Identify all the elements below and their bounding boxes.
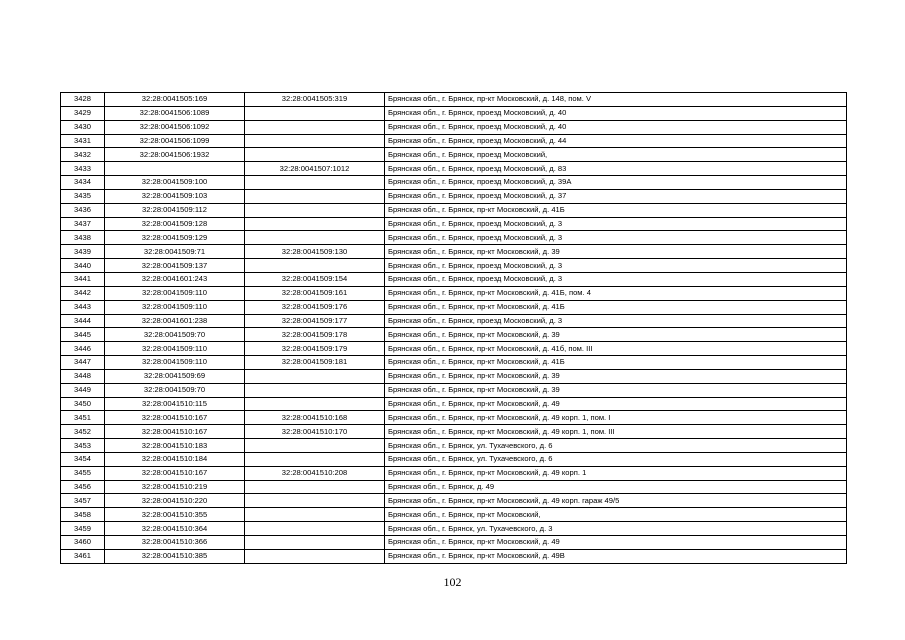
address-cell: Брянская обл., г. Брянск, проезд Московский, д. 3 [385, 231, 847, 245]
address-cell: Брянская обл., г. Брянск, пр-кт Московский, д. 39 [385, 383, 847, 397]
row-number-cell: 3452 [61, 425, 105, 439]
table-row [61, 134, 847, 148]
address-cell: Брянская обл., г. Брянск, пр-кт Московский, д. 49 корп. 1 [385, 466, 847, 480]
parent-cadastral-number-cell [245, 536, 385, 550]
cadastral-number-cell: 32:28:0041509:110 [105, 286, 245, 300]
row-number-cell: 3449 [61, 383, 105, 397]
address-cell: Брянская обл., г. Брянск, пр-кт Московский, д. 49 [385, 536, 847, 550]
cadastral-number-cell: 32:28:0041506:1099 [105, 134, 245, 148]
parent-cadastral-number-cell: 32:28:0041509:130 [245, 245, 385, 259]
row-number-cell: 3458 [61, 508, 105, 522]
parent-cadastral-number-cell [245, 106, 385, 120]
row-number-cell: 3448 [61, 369, 105, 383]
table-row [61, 272, 847, 286]
row-number-cell: 3443 [61, 300, 105, 314]
parent-cadastral-number-cell [245, 383, 385, 397]
row-number-cell: 3433 [61, 162, 105, 176]
address-cell: Брянская обл., г. Брянск, проезд Московский, д. 37 [385, 189, 847, 203]
table-row [61, 176, 847, 190]
table-row [61, 342, 847, 356]
cadastral-number-cell: 32:28:0041510:366 [105, 536, 245, 550]
cadastral-number-cell: 32:28:0041510:220 [105, 494, 245, 508]
parent-cadastral-number-cell [245, 397, 385, 411]
parent-cadastral-number-cell: 32:28:0041509:154 [245, 272, 385, 286]
parent-cadastral-number-cell [245, 231, 385, 245]
parent-cadastral-number-cell [245, 522, 385, 536]
parent-cadastral-number-cell [245, 439, 385, 453]
cadastral-number-cell: 32:28:0041510:167 [105, 466, 245, 480]
address-cell: Брянская обл., г. Брянск, проезд Московский, д. 3 [385, 314, 847, 328]
table-row [61, 217, 847, 231]
address-cell: Брянская обл., г. Брянск, пр-кт Московский, д. 49 корп. гараж 49/5 [385, 494, 847, 508]
table-row [61, 356, 847, 370]
address-cell: Брянская обл., г. Брянск, проезд Московский, д. 3 [385, 272, 847, 286]
address-cell: Брянская обл., г. Брянск, ул. Тухачевского, д. 3 [385, 522, 847, 536]
address-cell: Брянская обл., г. Брянск, проезд Московский, д. 3 [385, 259, 847, 273]
parent-cadastral-number-cell [245, 549, 385, 563]
cadastral-number-cell: 32:28:0041509:129 [105, 231, 245, 245]
parent-cadastral-number-cell: 32:28:0041510:208 [245, 466, 385, 480]
address-cell: Брянская обл., г. Брянск, пр-кт Московский, д. 39 [385, 328, 847, 342]
row-number-cell: 3460 [61, 536, 105, 550]
cadastral-number-cell: 32:28:0041601:238 [105, 314, 245, 328]
cadastral-number-cell: 32:28:0041506:1932 [105, 148, 245, 162]
parent-cadastral-number-cell [245, 259, 385, 273]
cadastral-number-cell: 32:28:0041510:167 [105, 425, 245, 439]
registry-table [60, 92, 847, 564]
parent-cadastral-number-cell [245, 452, 385, 466]
cadastral-number-cell: 32:28:0041509:110 [105, 356, 245, 370]
cadastral-number-cell: 32:28:0041509:70 [105, 383, 245, 397]
address-cell: Брянская обл., г. Брянск, проезд Московский, [385, 148, 847, 162]
address-cell: Брянская обл., г. Брянск, пр-кт Московский, д. 39 [385, 369, 847, 383]
parent-cadastral-number-cell: 32:28:0041505:319 [245, 93, 385, 107]
row-number-cell: 3437 [61, 217, 105, 231]
row-number-cell: 3432 [61, 148, 105, 162]
table-row [61, 314, 847, 328]
address-cell: Брянская обл., г. Брянск, пр-кт Московский, д. 41б, пом. III [385, 342, 847, 356]
row-number-cell: 3454 [61, 452, 105, 466]
cadastral-number-cell: 32:28:0041509:71 [105, 245, 245, 259]
row-number-cell: 3456 [61, 480, 105, 494]
table-row [61, 245, 847, 259]
address-cell: Брянская обл., г. Брянск, пр-кт Московский, [385, 508, 847, 522]
row-number-cell: 3457 [61, 494, 105, 508]
parent-cadastral-number-cell [245, 203, 385, 217]
row-number-cell: 3444 [61, 314, 105, 328]
table-row [61, 494, 847, 508]
cadastral-number-cell: 32:28:0041509:137 [105, 259, 245, 273]
table-row [61, 466, 847, 480]
address-cell: Брянская обл., г. Брянск, пр-кт Московский, д. 41Б [385, 356, 847, 370]
row-number-cell: 3429 [61, 106, 105, 120]
row-number-cell: 3453 [61, 439, 105, 453]
row-number-cell: 3455 [61, 466, 105, 480]
row-number-cell: 3430 [61, 120, 105, 134]
row-number-cell: 3435 [61, 189, 105, 203]
table-row [61, 480, 847, 494]
parent-cadastral-number-cell [245, 120, 385, 134]
parent-cadastral-number-cell [245, 176, 385, 190]
cadastral-number-cell: 32:28:0041510:385 [105, 549, 245, 563]
cadastral-number-cell: 32:28:0041510:364 [105, 522, 245, 536]
table-row [61, 439, 847, 453]
cadastral-number-cell: 32:28:0041509:112 [105, 203, 245, 217]
row-number-cell: 3442 [61, 286, 105, 300]
table-row [61, 397, 847, 411]
address-cell: Брянская обл., г. Брянск, пр-кт Московский, д. 41Б [385, 300, 847, 314]
row-number-cell: 3431 [61, 134, 105, 148]
table-row [61, 259, 847, 273]
row-number-cell: 3436 [61, 203, 105, 217]
cadastral-number-cell: 32:28:0041510:183 [105, 439, 245, 453]
address-cell: Брянская обл., г. Брянск, пр-кт Московский, д. 41Б [385, 203, 847, 217]
row-number-cell: 3438 [61, 231, 105, 245]
parent-cadastral-number-cell: 32:28:0041509:181 [245, 356, 385, 370]
row-number-cell: 3439 [61, 245, 105, 259]
table-row [61, 120, 847, 134]
parent-cadastral-number-cell [245, 508, 385, 522]
table-row [61, 148, 847, 162]
cadastral-number-cell: 32:28:0041510:219 [105, 480, 245, 494]
table-row [61, 508, 847, 522]
address-cell: Брянская обл., г. Брянск, проезд Московский, д. 44 [385, 134, 847, 148]
parent-cadastral-number-cell: 32:28:0041509:178 [245, 328, 385, 342]
row-number-cell: 3447 [61, 356, 105, 370]
address-cell: Брянская обл., г. Брянск, ул. Тухачевского, д. 6 [385, 452, 847, 466]
cadastral-number-cell: 32:28:0041505:169 [105, 93, 245, 107]
table-row [61, 106, 847, 120]
row-number-cell: 3445 [61, 328, 105, 342]
parent-cadastral-number-cell [245, 369, 385, 383]
cadastral-number-cell: 32:28:0041509:103 [105, 189, 245, 203]
row-number-cell: 3461 [61, 549, 105, 563]
table-row [61, 411, 847, 425]
address-cell: Брянская обл., г. Брянск, проезд Московский, д. 40 [385, 106, 847, 120]
row-number-cell: 3428 [61, 93, 105, 107]
row-number-cell: 3440 [61, 259, 105, 273]
address-cell: Брянская обл., г. Брянск, пр-кт Московский, д. 49 корп. 1, пом. I [385, 411, 847, 425]
parent-cadastral-number-cell: 32:28:0041509:161 [245, 286, 385, 300]
cadastral-number-cell: 32:28:0041509:100 [105, 176, 245, 190]
table-row [61, 328, 847, 342]
cadastral-number-cell: 32:28:0041510:167 [105, 411, 245, 425]
parent-cadastral-number-cell: 32:28:0041510:168 [245, 411, 385, 425]
table-row [61, 425, 847, 439]
table-row [61, 522, 847, 536]
table-row [61, 300, 847, 314]
address-cell: Брянская обл., г. Брянск, проезд Московский, д. 3 [385, 217, 847, 231]
address-cell: Брянская обл., г. Брянск, пр-кт Московский, д. 49В [385, 549, 847, 563]
table-row [61, 536, 847, 550]
row-number-cell: 3451 [61, 411, 105, 425]
row-number-cell: 3446 [61, 342, 105, 356]
address-cell: Брянская обл., г. Брянск, проезд Московский, д. 40 [385, 120, 847, 134]
row-number-cell: 3450 [61, 397, 105, 411]
row-number-cell: 3441 [61, 272, 105, 286]
cadastral-number-cell [105, 162, 245, 176]
address-cell: Брянская обл., г. Брянск, пр-кт Московский, д. 41Б, пом. 4 [385, 286, 847, 300]
parent-cadastral-number-cell [245, 189, 385, 203]
cadastral-number-cell: 32:28:0041510:355 [105, 508, 245, 522]
parent-cadastral-number-cell: 32:28:0041510:170 [245, 425, 385, 439]
registry-table-body [61, 93, 847, 564]
address-cell: Брянская обл., г. Брянск, ул. Тухачевского, д. 6 [385, 439, 847, 453]
parent-cadastral-number-cell [245, 494, 385, 508]
address-cell: Брянская обл., г. Брянск, пр-кт Московский, д. 39 [385, 245, 847, 259]
table-row [61, 231, 847, 245]
cadastral-number-cell: 32:28:0041509:110 [105, 300, 245, 314]
page-number: 102 [443, 575, 462, 589]
cadastral-number-cell: 32:28:0041506:1089 [105, 106, 245, 120]
parent-cadastral-number-cell [245, 134, 385, 148]
parent-cadastral-number-cell [245, 480, 385, 494]
address-cell: Брянская обл., г. Брянск, д. 49 [385, 480, 847, 494]
table-row [61, 549, 847, 563]
address-cell: Брянская обл., г. Брянск, проезд Московский, д. 83 [385, 162, 847, 176]
cadastral-number-cell: 32:28:0041510:115 [105, 397, 245, 411]
cadastral-number-cell: 32:28:0041601:243 [105, 272, 245, 286]
cadastral-number-cell: 32:28:0041509:128 [105, 217, 245, 231]
row-number-cell: 3459 [61, 522, 105, 536]
parent-cadastral-number-cell: 32:28:0041509:177 [245, 314, 385, 328]
table-row [61, 286, 847, 300]
address-cell: Брянская обл., г. Брянск, пр-кт Московский, д. 49 корп. 1, пом. III [385, 425, 847, 439]
parent-cadastral-number-cell [245, 148, 385, 162]
table-row [61, 93, 847, 107]
table-row [61, 369, 847, 383]
cadastral-number-cell: 32:28:0041510:184 [105, 452, 245, 466]
table-row [61, 452, 847, 466]
cadastral-number-cell: 32:28:0041509:70 [105, 328, 245, 342]
parent-cadastral-number-cell [245, 217, 385, 231]
parent-cadastral-number-cell: 32:28:0041507:1012 [245, 162, 385, 176]
cadastral-number-cell: 32:28:0041506:1092 [105, 120, 245, 134]
address-cell: Брянская обл., г. Брянск, пр-кт Московский, д. 49 [385, 397, 847, 411]
table-row [61, 162, 847, 176]
table-row [61, 203, 847, 217]
table-row [61, 189, 847, 203]
address-cell: Брянская обл., г. Брянск, пр-кт Московский, д. 148, пом. V [385, 93, 847, 107]
cadastral-number-cell: 32:28:0041509:110 [105, 342, 245, 356]
parent-cadastral-number-cell: 32:28:0041509:179 [245, 342, 385, 356]
parent-cadastral-number-cell: 32:28:0041509:176 [245, 300, 385, 314]
cadastral-number-cell: 32:28:0041509:69 [105, 369, 245, 383]
row-number-cell: 3434 [61, 176, 105, 190]
address-cell: Брянская обл., г. Брянск, проезд Московский, д. 39А [385, 176, 847, 190]
table-row [61, 383, 847, 397]
